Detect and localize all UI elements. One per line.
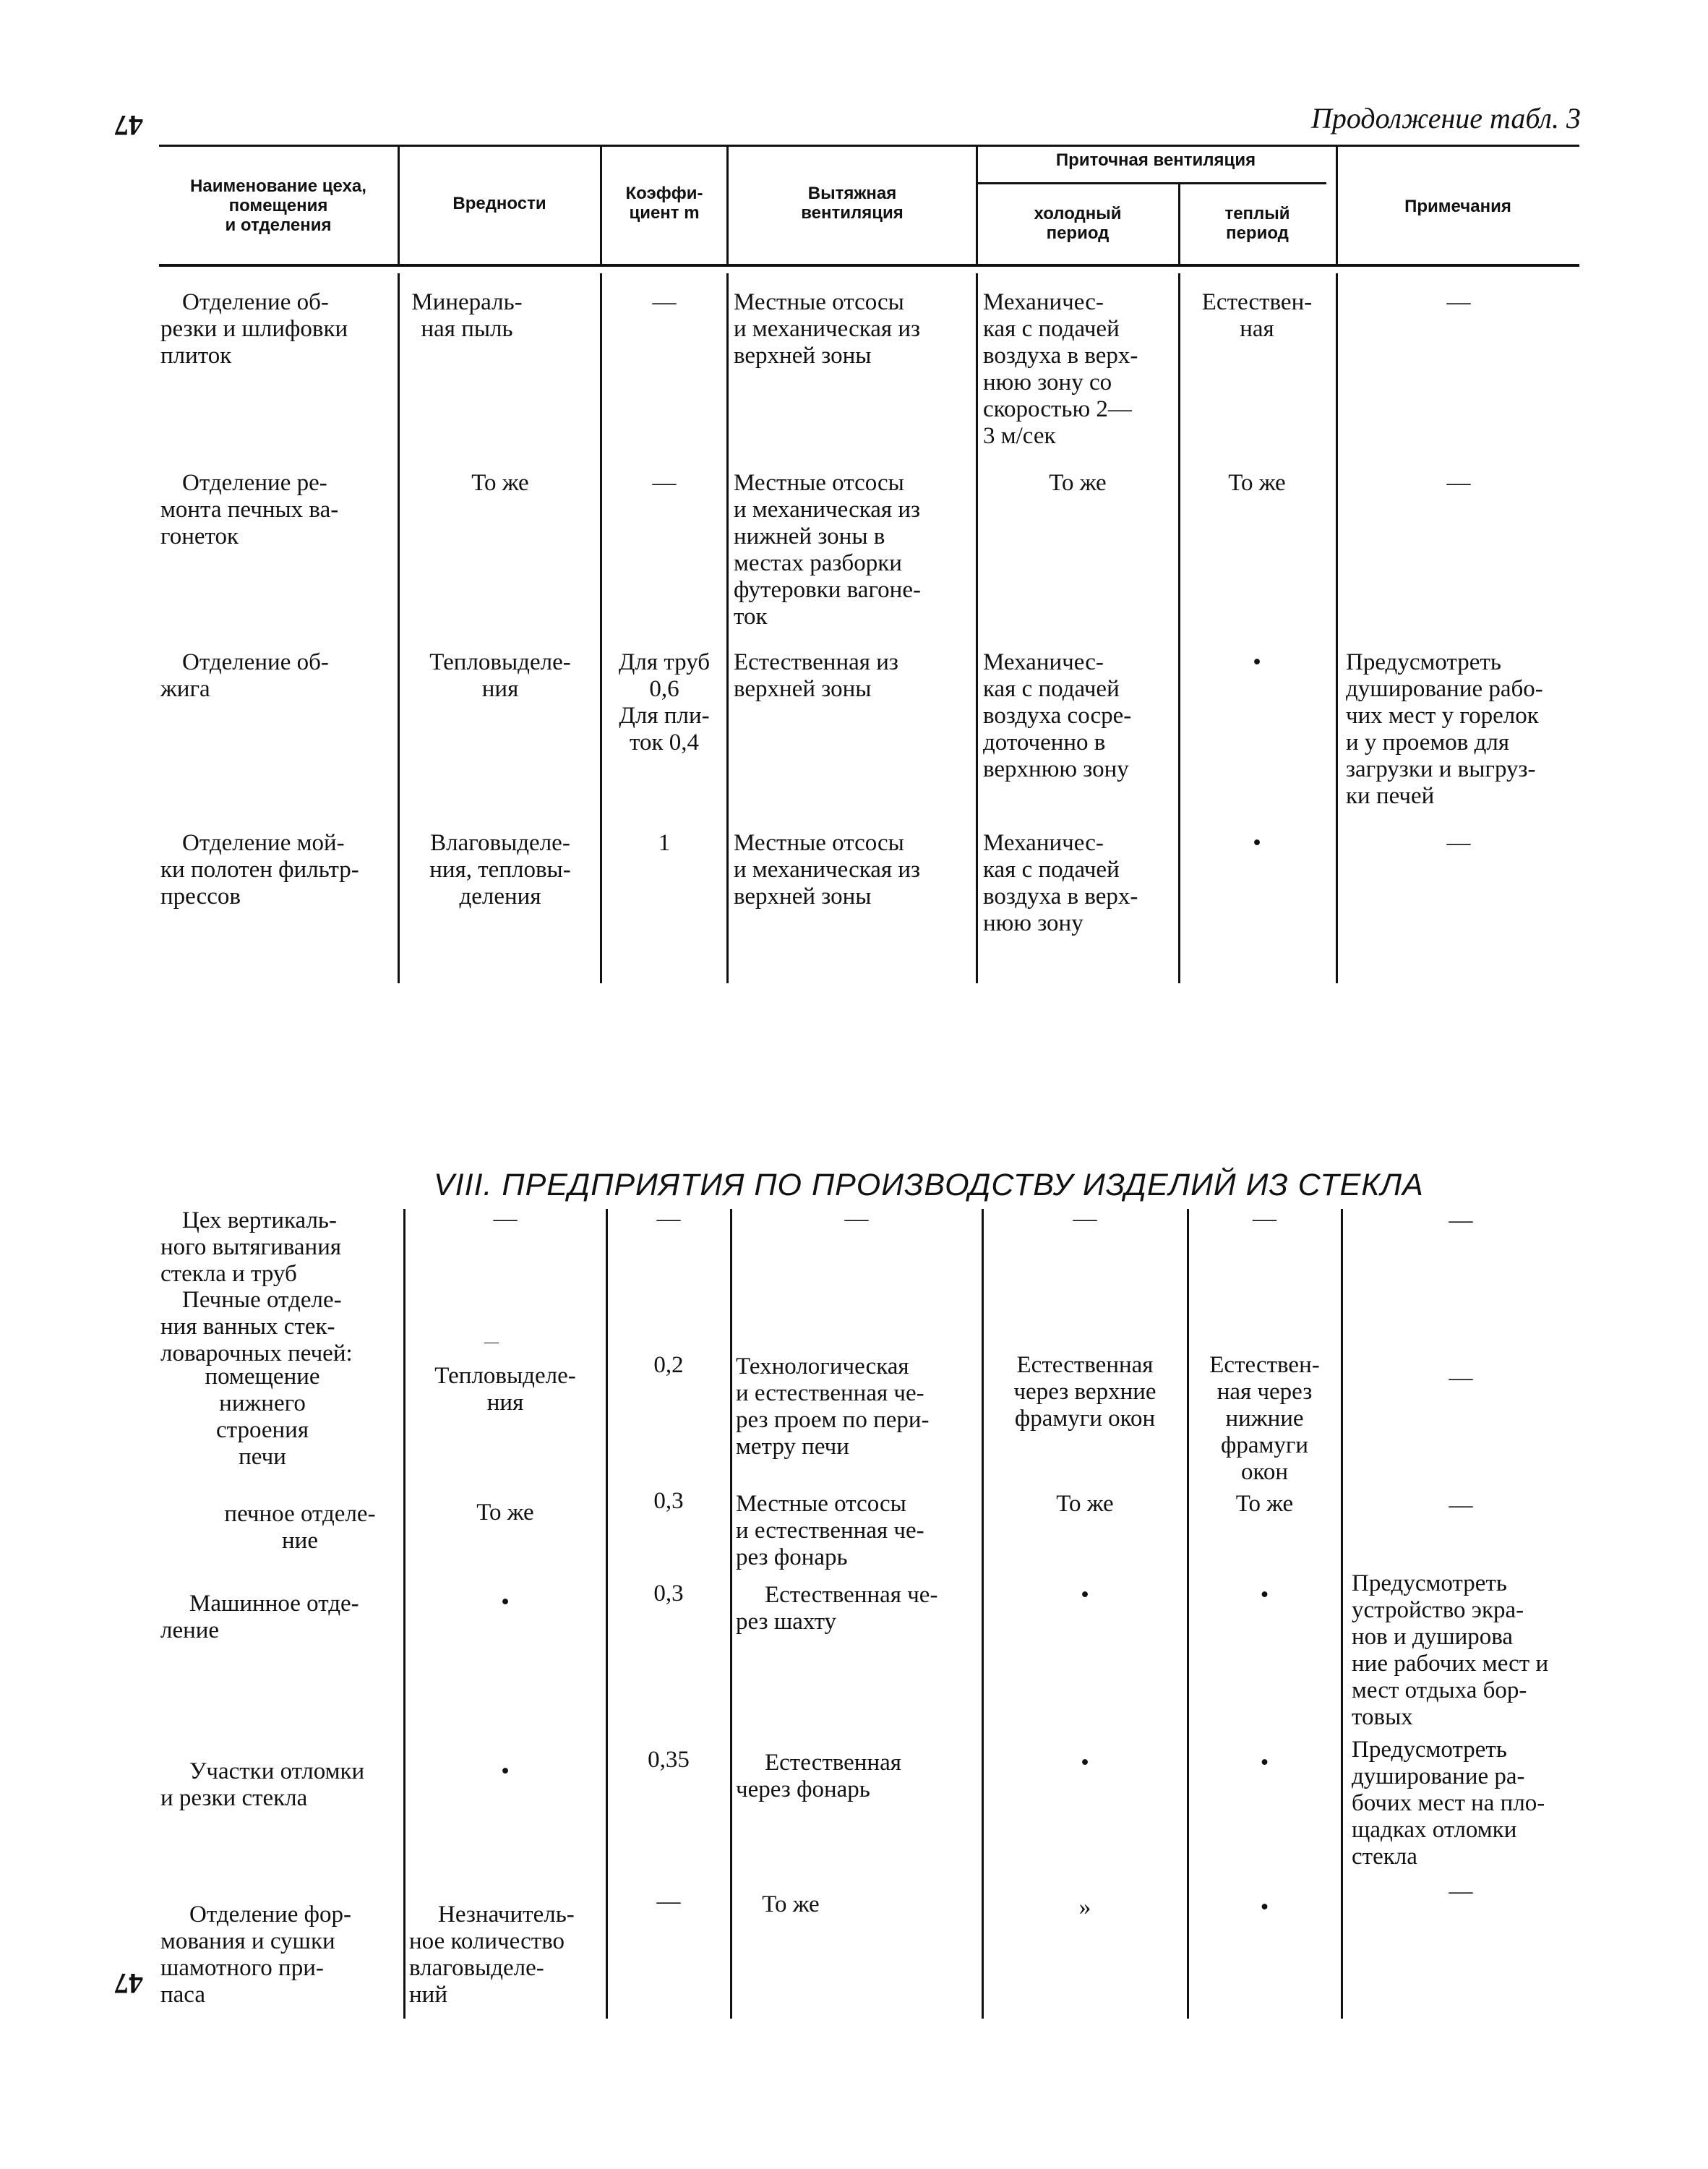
table-cell: • — [1260, 1894, 1269, 1920]
part1-divider-6 — [1336, 273, 1338, 983]
table-cell: Печные отделе- ния ванных стек- ловарочных печей: — [160, 1287, 353, 1366]
table-cell: Отделение мой- ки полотен фильтр- прессов — [160, 830, 359, 910]
header-warm: теплый период — [1224, 204, 1290, 243]
table-top-rule — [159, 145, 1579, 147]
table-cell: То же — [1228, 470, 1286, 496]
table-cell: — — [1449, 1492, 1473, 1518]
table-cell: Машинное отде- ление — [160, 1591, 359, 1643]
table-cell: То же — [1049, 470, 1107, 496]
table-cell: Тепловыделе- ния — [434, 1363, 576, 1416]
table-cell: Естественная через верхние фрамуги окон — [1013, 1352, 1156, 1432]
table-cell: Отделение об- жига — [160, 649, 329, 702]
table-cell: — — [484, 1334, 499, 1350]
header-notes: Примечания — [1404, 197, 1511, 216]
part2-divider-1 — [403, 1209, 405, 2019]
table-cell: » — [1078, 1894, 1091, 1920]
table-cell: — — [1446, 289, 1471, 315]
table-cell: Технологическая и естественная че- рез проем по пери- метру печи — [736, 1353, 930, 1460]
table-cell: Участки отломки и резки стекла — [160, 1758, 365, 1811]
section-title: VIII. ПРЕДПРИЯТИЯ ПО ПРОИЗВОДСТВУ ИЗДЕЛИЙ ИЗ СТЕКЛА — [434, 1168, 1424, 1202]
table-cell: Местные отсосы и естественная че- рез фонарь — [736, 1491, 924, 1570]
table-cell: Местные отсосы и механическая из верхней зоны — [734, 289, 921, 369]
table-cell: печное отделе- ние — [224, 1501, 376, 1554]
table-cell: помещение нижнего строения печи — [205, 1364, 320, 1470]
table-cell: Тепловыделе- ния — [429, 649, 571, 702]
table-cell: Естественная из верхней зоны — [734, 649, 898, 702]
header-name: Наименование цеха, помещения и отделения — [190, 176, 366, 235]
header-harm: Вредности — [452, 194, 546, 213]
part2-divider-6 — [1341, 1209, 1343, 2019]
table-cell: • — [1253, 649, 1261, 675]
table-cell: То же — [1235, 1491, 1294, 1517]
table-cell: 0,2 — [653, 1352, 684, 1378]
header-exhaust: Вытяжная вентиляция — [801, 184, 904, 223]
table-cell: То же — [476, 1500, 534, 1526]
table-cell: — — [844, 1206, 869, 1232]
header-cold: холодный период — [1034, 204, 1122, 243]
table-cell: То же — [762, 1891, 820, 1917]
table-cell: • — [1081, 1750, 1089, 1776]
table-cell: Отделение об- резки и шлифовки плиток — [160, 289, 348, 369]
table-cell: Предусмотреть устройство экра- нов и душирова ние рабочих мест и мест отдыха бор- товых — [1352, 1570, 1549, 1730]
table-cell: • — [1260, 1750, 1269, 1776]
table-cell: — — [652, 289, 677, 315]
table-cell: — — [1446, 470, 1471, 496]
table-cell: То же — [1056, 1491, 1114, 1517]
supply-sub-rule — [976, 182, 1326, 184]
header-divider-1 — [398, 145, 400, 264]
table-cell: Предусмотреть душирование ра- бочих мест на пло- щадках отломки стекла — [1352, 1737, 1545, 1870]
page-number-top: 47 — [114, 109, 143, 142]
part1-divider-2 — [600, 273, 602, 983]
table-cell: То же — [471, 470, 529, 496]
table-cell: — — [1253, 1206, 1276, 1232]
table-cell: — — [1073, 1206, 1097, 1232]
table-cell: • — [501, 1589, 510, 1615]
header-divider-2 — [600, 145, 602, 264]
part1-divider-3 — [726, 273, 729, 983]
table-cell: — — [652, 470, 677, 496]
table-cell: Механичес- кая с подачей воздуха в верх- нюю зону — [983, 830, 1138, 936]
header-divider-6 — [1336, 145, 1338, 264]
table-cell: Естественная через фонарь — [736, 1750, 901, 1802]
part2-divider-3 — [730, 1209, 732, 2019]
table-cell: — — [1446, 830, 1471, 856]
table-cell: — — [656, 1888, 681, 1915]
table-cell: — — [1449, 1365, 1473, 1391]
table-cell: Естественная че- рез шахту — [736, 1582, 938, 1635]
header-divider-3 — [726, 145, 729, 264]
table-cell: Естествен- ная — [1201, 289, 1313, 342]
table-cell: Для труб 0,6 Для пли- ток 0,4 — [618, 649, 711, 756]
table-cell: Влаговыделе- ния, тепловы- деления — [429, 830, 571, 910]
part1-divider-1 — [398, 273, 400, 983]
part2-divider-5 — [1187, 1209, 1189, 2019]
table-cell: 0,3 — [653, 1580, 684, 1607]
table-cell: 0,35 — [648, 1747, 690, 1773]
table-cell: Местные отсосы и механическая из нижней зоны в местах разборки футеровки вагоне- ток — [734, 470, 921, 630]
part2-divider-2 — [606, 1209, 608, 2019]
table-cell: — — [493, 1206, 518, 1232]
table-cell: Механичес- кая с подачей воздуха в верх- нюю зону со скоростью 2— 3 м/сек — [983, 289, 1138, 449]
table-cell: Минераль- ная пыль — [411, 289, 523, 342]
table-cell: Механичес- кая с подачей воздуха сосре- доточенно в верхнюю зону — [983, 649, 1132, 782]
table-cell: — — [1449, 1878, 1473, 1904]
table-cell: • — [501, 1758, 510, 1784]
part2-divider-4 — [982, 1209, 984, 2019]
table-cell: — — [656, 1206, 681, 1232]
table-cell: • — [1253, 830, 1261, 856]
part1-divider-5 — [1178, 273, 1180, 983]
table-cell: — — [1449, 1207, 1473, 1233]
header-supply: Приточная вентиляция — [1055, 150, 1256, 170]
page-number-bottom: 47 — [114, 1967, 143, 2000]
table-cell: Местные отсосы и механическая из верхней зоны — [734, 830, 921, 910]
table-cell: 0,3 — [653, 1488, 684, 1514]
part1-divider-4 — [976, 273, 978, 983]
table-cell: • — [1081, 1582, 1089, 1608]
table-cell: Естествен- ная через нижние фрамуги окон — [1209, 1352, 1320, 1485]
continuation-label: Продолжение табл. 3 — [1310, 102, 1581, 134]
table-cell: 1 — [658, 830, 671, 856]
header-coef: Коэффи- циент m — [625, 184, 703, 223]
table-cell: Отделение ре- монта печных ва- гонеток — [160, 470, 339, 549]
table-cell: Отделение фор- мования и сушки шамотного при- паса — [160, 1901, 351, 2008]
table-cell: Предусмотреть душирование рабо- чих мест у горелок и у проемов для загрузки и выгруз- ки печей — [1346, 649, 1543, 809]
table-cell: Незначитель- ное количество влаговыделе- ний — [409, 1901, 575, 2008]
table-cell: Цех вертикаль- ного вытягивания стекла и труб — [160, 1207, 342, 1287]
table-cell: • — [1260, 1582, 1269, 1608]
header-bottom-rule — [159, 264, 1579, 267]
